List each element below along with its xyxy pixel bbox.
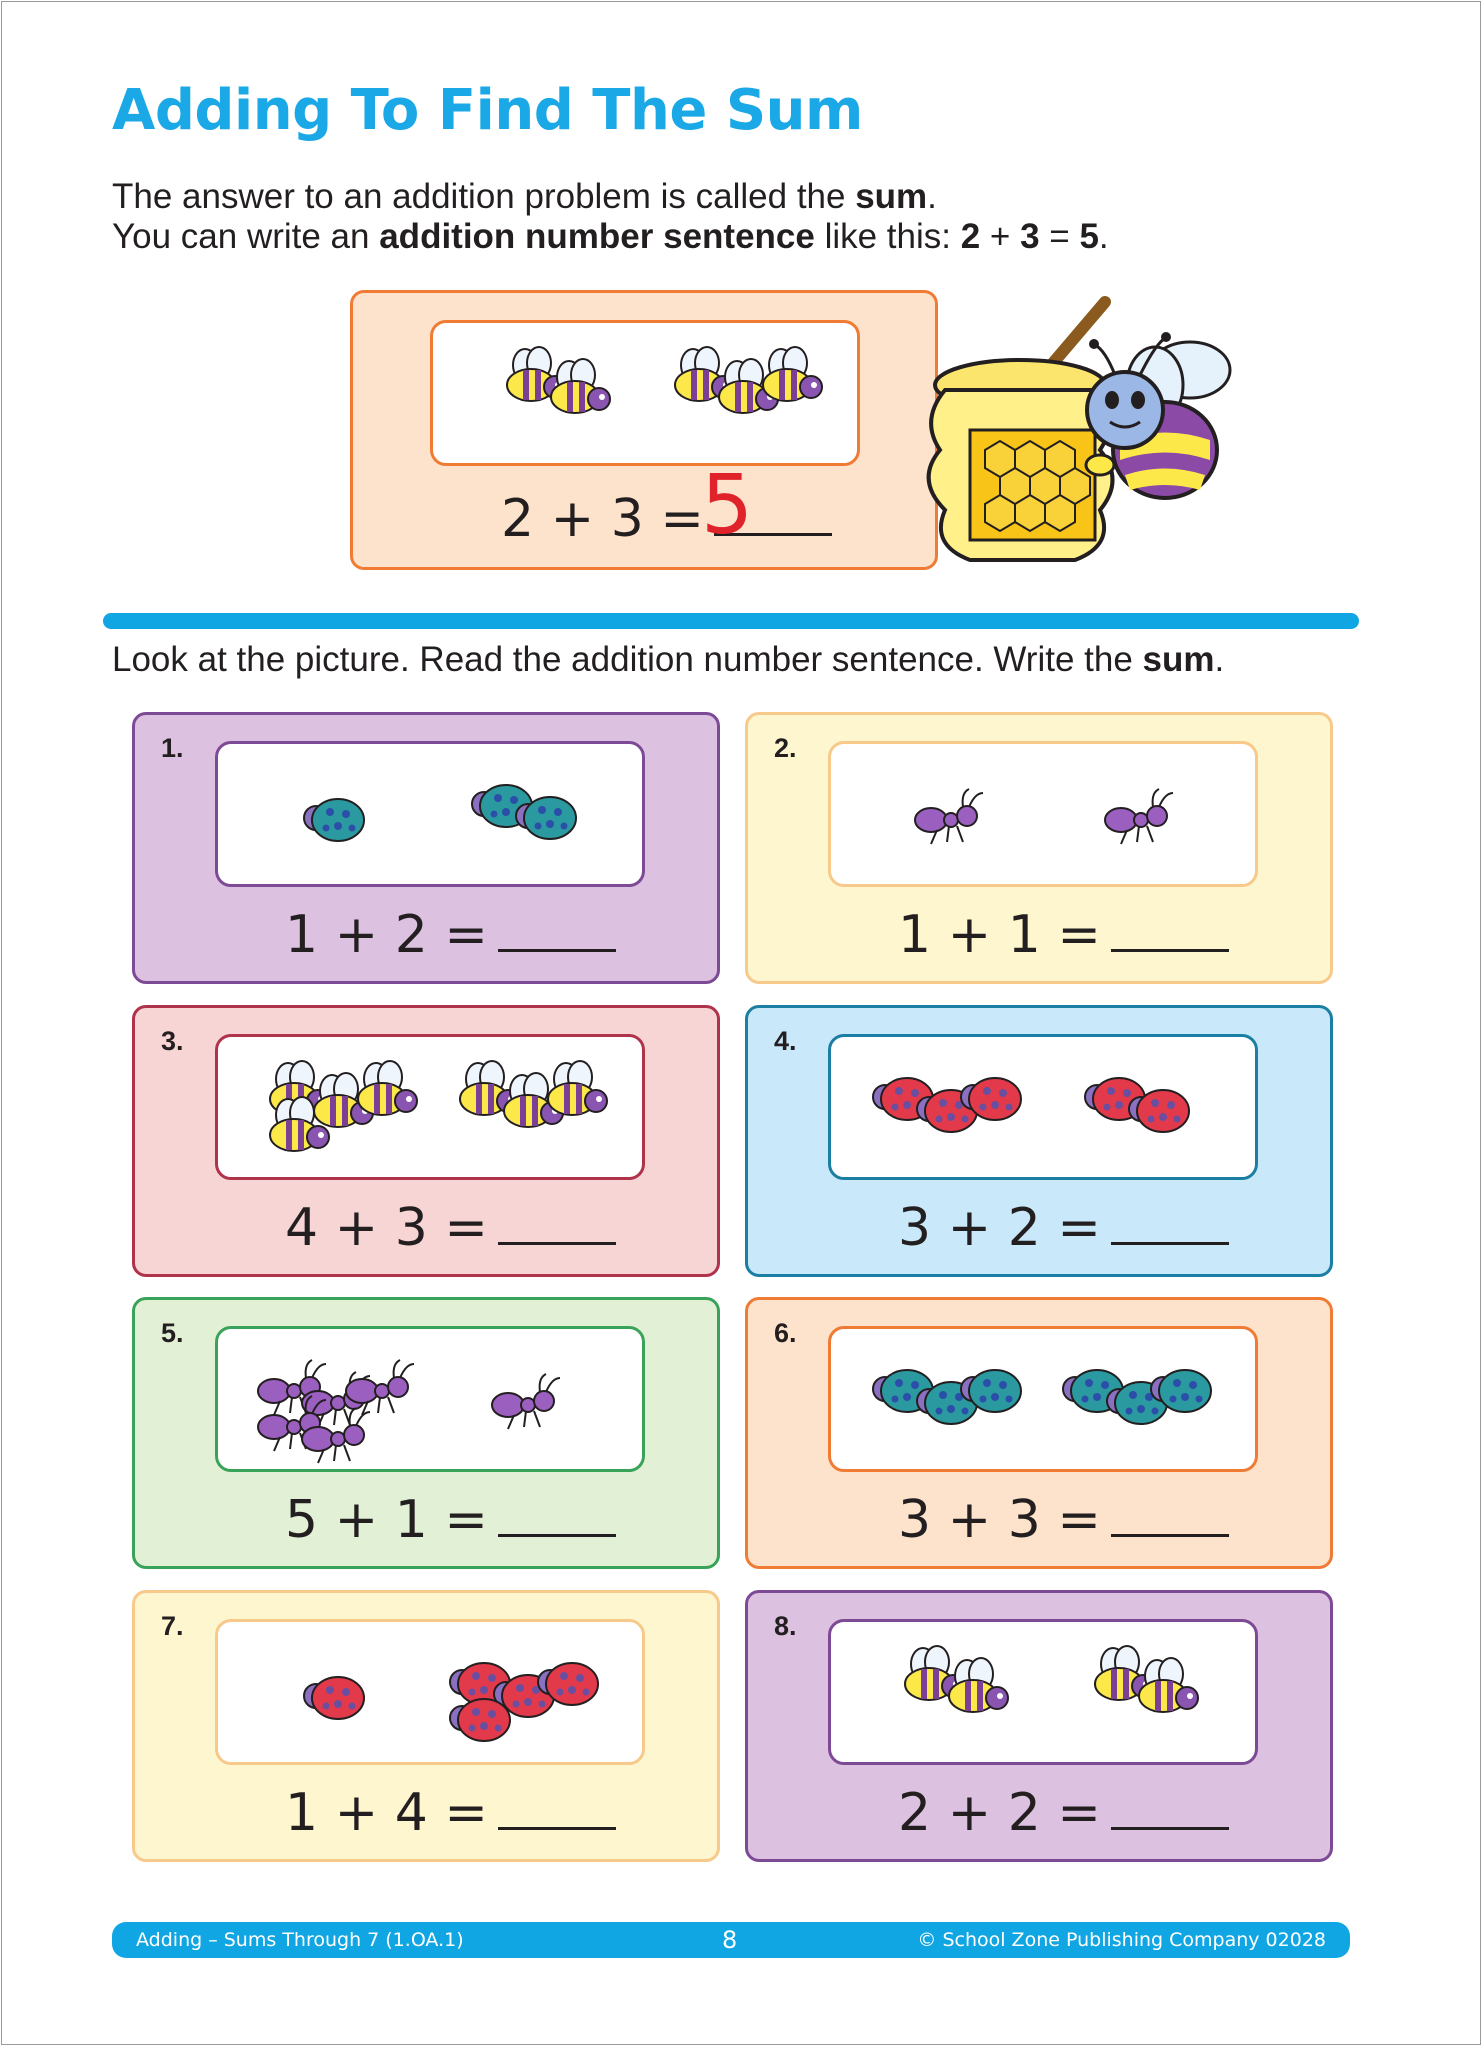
example-answer: 5 xyxy=(701,458,754,553)
intro-line-1 xyxy=(112,177,937,217)
blue-ladybug-icon xyxy=(304,799,364,841)
intro-text: like this: xyxy=(814,217,961,256)
problem-picture xyxy=(831,1622,1261,1768)
problem-picture-frame xyxy=(215,1326,645,1472)
example-bees-picture xyxy=(433,323,863,469)
problem-picture-frame xyxy=(828,1034,1258,1180)
bee-icon xyxy=(949,1658,1008,1712)
problem-card xyxy=(745,1005,1333,1277)
problem-picture-frame xyxy=(828,1619,1258,1765)
answer-blank[interactable] xyxy=(1111,939,1229,952)
problem-picture-frame xyxy=(828,741,1258,887)
footer-bar xyxy=(112,1922,1350,1958)
problem-number: 2. xyxy=(774,733,797,763)
problem-equation-text: 3 + 3 = xyxy=(898,1490,1101,1550)
problem-equation xyxy=(285,1198,616,1258)
answer-blank[interactable] xyxy=(498,1232,616,1245)
problem-equation xyxy=(898,1783,1229,1843)
problem-equation-text: 2 + 2 = xyxy=(898,1783,1101,1843)
answer-blank[interactable] xyxy=(1111,1817,1229,1830)
intro-addend: 3 xyxy=(1020,217,1040,256)
answer-blank[interactable] xyxy=(498,1524,616,1537)
example-equation-text: 2 + 3 = xyxy=(501,489,704,549)
problem-equation-text: 1 + 1 = xyxy=(898,905,1101,965)
problem-picture-frame xyxy=(828,1326,1258,1472)
footer-topic: Adding – Sums Through 7 (1.OA.1) xyxy=(136,1929,464,1951)
problem-equation xyxy=(898,1198,1229,1258)
problem-number: 1. xyxy=(161,733,184,763)
problem-picture-frame xyxy=(215,1034,645,1180)
bee-icon xyxy=(1139,1658,1198,1712)
intro-bold-term: addition number sentence xyxy=(379,217,815,256)
problem-picture xyxy=(218,744,648,890)
problem-picture xyxy=(218,1622,648,1768)
intro-bold-term: sum xyxy=(855,177,928,216)
intro-plus: + xyxy=(980,217,1021,256)
problem-card xyxy=(745,1590,1333,1862)
intro-sum: 5 xyxy=(1079,217,1099,256)
purple-ant-icon xyxy=(492,1374,560,1429)
instructions xyxy=(112,640,1224,680)
instructions-bold-term: sum xyxy=(1142,640,1215,679)
problem-picture xyxy=(831,1037,1261,1183)
problem-number: 5. xyxy=(161,1318,184,1348)
problem-equation-text: 1 + 2 = xyxy=(285,905,488,965)
example-box xyxy=(350,290,938,570)
intro-equals: = xyxy=(1039,217,1080,256)
footer-copyright: © School Zone Publishing Company 02028 xyxy=(917,1929,1326,1951)
problem-number: 3. xyxy=(161,1026,184,1056)
instructions-text: Look at the picture. Read the addition number sentence. Write the xyxy=(112,640,1143,679)
problem-number: 8. xyxy=(774,1611,797,1641)
problem-picture-frame xyxy=(215,1619,645,1765)
bee-icon xyxy=(358,1061,417,1115)
problem-equation xyxy=(898,905,1229,965)
problem-number: 6. xyxy=(774,1318,797,1348)
problem-picture xyxy=(831,1329,1261,1475)
problem-picture xyxy=(218,1329,648,1475)
problem-card xyxy=(745,712,1333,984)
honey-pot-bee-illustration xyxy=(900,290,1240,580)
problem-equation xyxy=(285,1490,616,1550)
instructions-punctuation: . xyxy=(1214,640,1225,679)
answer-blank[interactable] xyxy=(1111,1524,1229,1537)
problem-card xyxy=(132,712,720,984)
intro-addend: 2 xyxy=(960,217,981,256)
problem-card xyxy=(132,1590,720,1862)
problem-picture-frame xyxy=(215,741,645,887)
intro-punctuation: . xyxy=(927,177,937,216)
answer-blank[interactable] xyxy=(498,939,616,952)
bee-icon xyxy=(763,347,822,401)
red-ladybug-icon xyxy=(450,1699,510,1741)
page-title: Adding To Find The Sum xyxy=(112,78,863,143)
problem-card xyxy=(745,1297,1333,1569)
problem-equation-text: 3 + 2 = xyxy=(898,1198,1101,1258)
honey-pot-icon xyxy=(929,360,1113,560)
problem-card xyxy=(132,1297,720,1569)
problem-equation xyxy=(285,905,616,965)
intro-punctuation: . xyxy=(1098,217,1109,256)
bee-icon xyxy=(548,1061,607,1115)
problem-equation xyxy=(898,1490,1229,1550)
intro-text: You can write an xyxy=(112,217,380,256)
problem-equation xyxy=(285,1783,616,1843)
problem-equation-text: 4 + 3 = xyxy=(285,1198,488,1258)
purple-ant-icon xyxy=(1105,789,1173,844)
answer-blank[interactable] xyxy=(498,1817,616,1830)
bee-icon xyxy=(551,359,610,413)
problem-number: 7. xyxy=(161,1611,184,1641)
bee-icon xyxy=(1086,332,1230,498)
problem-equation-text: 1 + 4 = xyxy=(285,1783,488,1843)
intro-text: The answer to an addition problem is called the xyxy=(112,177,856,216)
answer-blank[interactable] xyxy=(1111,1232,1229,1245)
problem-picture xyxy=(831,744,1261,890)
divider-bar xyxy=(103,613,1359,629)
example-equation xyxy=(501,489,832,549)
problem-equation-text: 5 + 1 = xyxy=(285,1490,488,1550)
example-picture-frame xyxy=(430,320,860,466)
problem-picture xyxy=(218,1037,648,1183)
red-ladybug-icon xyxy=(304,1677,364,1719)
problem-card xyxy=(132,1005,720,1277)
purple-ant-icon xyxy=(915,789,983,844)
intro-line-2 xyxy=(112,217,1109,257)
page-number: 8 xyxy=(722,1926,738,1954)
problem-number: 4. xyxy=(774,1026,797,1056)
